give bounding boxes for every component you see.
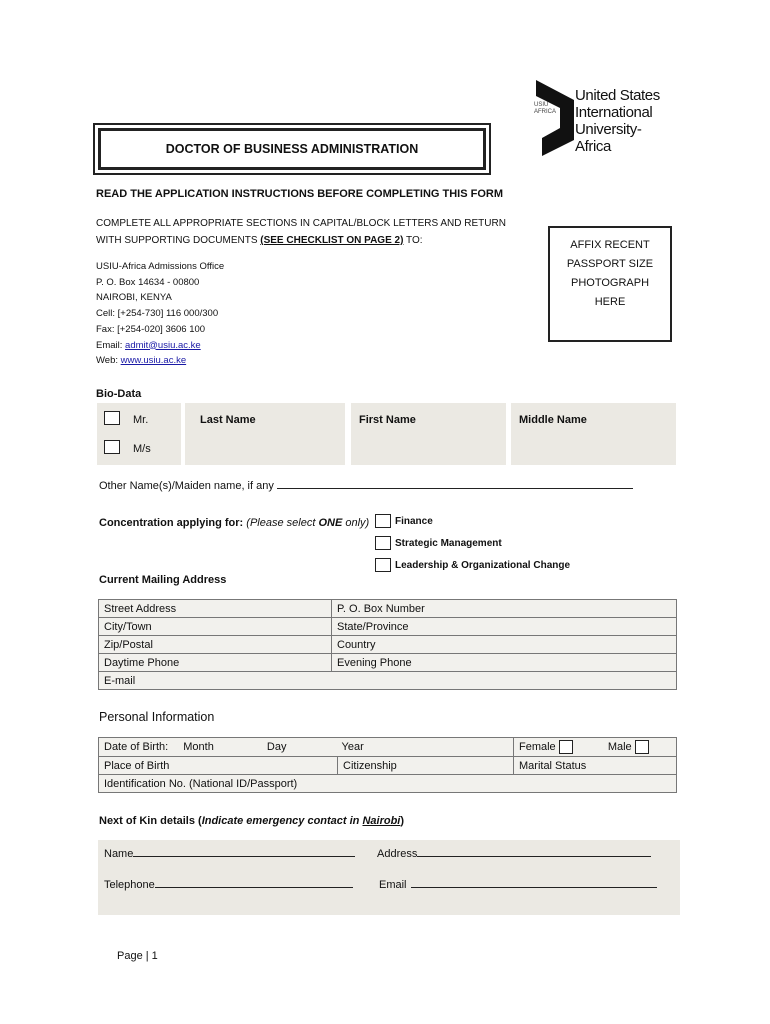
personal-table [98, 737, 677, 793]
table-row [99, 757, 677, 775]
kin-telephone-input[interactable] [155, 887, 353, 888]
pobox-label: P. O. Box Number [337, 602, 425, 615]
month-label: Month [183, 741, 214, 753]
mr-label: Mr. [133, 414, 149, 426]
gender-field [514, 738, 677, 757]
city-field[interactable] [99, 618, 332, 636]
pob-field[interactable] [99, 757, 338, 775]
id-field[interactable] [99, 775, 677, 793]
day-label: Day [266, 741, 287, 753]
first-name-field[interactable] [351, 403, 506, 465]
middle-name-label: Middle Name [519, 414, 587, 426]
address-web-row [96, 353, 224, 369]
other-names-label: Other Name(s)/Maiden name, if any [99, 480, 274, 492]
photo-line-4: HERE [594, 296, 626, 308]
eve-phone-field[interactable] [332, 654, 677, 672]
kin-name-input[interactable] [133, 856, 355, 857]
year-label: Year [341, 741, 364, 753]
page-title: DOCTOR OF BUSINESS ADMINISTRATION [98, 128, 486, 170]
kin-heading-post: ) [400, 815, 405, 827]
country-field[interactable] [332, 636, 677, 654]
table-row [99, 618, 677, 636]
citizenship-label: Citizenship [343, 759, 397, 772]
last-name-field[interactable] [185, 403, 345, 465]
address-box: P. O. Box 14634 - 00800 [96, 276, 200, 288]
finance-label: Finance [395, 516, 433, 527]
mailing-table [98, 599, 677, 690]
marital-label: Marital Status [519, 759, 587, 772]
admissions-address [96, 259, 224, 369]
photo-box [548, 226, 672, 342]
female-label: Female [519, 740, 556, 753]
table-row [99, 654, 677, 672]
kin-heading-underline: Nairobi [362, 815, 401, 827]
mailing-heading: Current Mailing Address [99, 574, 227, 586]
logo-line-1: United States [575, 87, 660, 104]
biodata-heading: Bio-Data [96, 388, 142, 400]
address-email-row [96, 338, 224, 354]
address-city: NAIROBI, KENYA [96, 292, 172, 304]
pob-label: Place of Birth [104, 759, 170, 772]
table-row [99, 636, 677, 654]
other-names-input[interactable] [277, 488, 633, 489]
complete-line-2 [96, 232, 506, 249]
kin-email-row [379, 879, 657, 891]
mr-checkbox[interactable] [104, 411, 120, 425]
kin-telephone-label: Telephone [104, 879, 155, 891]
kin-email-input[interactable] [411, 887, 657, 888]
complete-instructions [96, 215, 506, 249]
photo-line-2: PASSPORT SIZE [566, 258, 654, 270]
eve-phone-label: Evening Phone [337, 656, 412, 669]
kin-name-row [104, 848, 355, 860]
state-label: State/Province [337, 620, 409, 633]
male-label: Male [607, 740, 632, 753]
complete-line-2-post: TO: [403, 235, 423, 246]
ms-label: M/s [133, 443, 151, 455]
kin-heading-pre: Next of Kin details ( [99, 815, 202, 827]
address-fax: Fax: [+254-020] 3606 100 [96, 323, 206, 335]
kin-telephone-row [104, 879, 353, 891]
street-label: Street Address [104, 602, 177, 615]
email-label: Email: [96, 339, 126, 351]
state-field[interactable] [332, 618, 677, 636]
email-field-label: E-mail [104, 674, 136, 687]
pobox-field[interactable] [332, 600, 677, 618]
zip-label: Zip/Postal [104, 638, 153, 651]
complete-line-2-pre: WITH SUPPORTING DOCUMENTS [96, 235, 261, 246]
web-link[interactable]: www.usiu.ac.ke [120, 355, 187, 367]
logo-mark-icon [534, 78, 576, 158]
kin-address-input[interactable] [417, 856, 651, 857]
logo-small-text: USIU AFRICA [534, 102, 557, 115]
day-phone-field[interactable] [99, 654, 332, 672]
web-label: Web: [96, 355, 121, 367]
personal-heading: Personal Information [99, 710, 215, 724]
concentration-label: Concentration applying for: [99, 517, 244, 529]
address-cell: Cell: [+254-730] 116 000/300 [96, 308, 219, 320]
address-office: USIU-Africa Admissions Office [96, 261, 225, 272]
page-number: Page | 1 [117, 950, 158, 962]
read-instructions: READ THE APPLICATION INSTRUCTIONS BEFORE COMPLETING THIS FORM [96, 188, 503, 200]
email-field[interactable] [99, 672, 677, 690]
logo-name [575, 87, 674, 155]
marital-field[interactable] [514, 757, 677, 775]
ms-checkbox[interactable] [104, 440, 120, 454]
citizenship-field[interactable] [338, 757, 514, 775]
middle-name-field[interactable] [511, 403, 676, 465]
dob-label: Date of Birth: [104, 741, 169, 753]
kin-address-row [377, 848, 651, 860]
id-label: Identification No. (National ID/Passport) [104, 777, 298, 790]
kin-heading [99, 815, 404, 827]
photo-line-1: AFFIX RECENT [570, 239, 650, 251]
title-box [93, 123, 491, 175]
concentration-hint-bold: ONE [318, 517, 343, 529]
leadership-label: Leadership & Organizational Change [395, 560, 571, 571]
female-checkbox[interactable] [559, 740, 573, 754]
checklist-link[interactable]: (SEE CHECKLIST ON PAGE 2) [260, 235, 404, 246]
photo-line-3: PHOTOGRAPH [570, 277, 650, 289]
table-row [99, 775, 677, 793]
logo-line-2: International [575, 104, 653, 121]
first-name-label: First Name [359, 414, 416, 426]
table-row [99, 672, 677, 690]
table-row [99, 600, 677, 618]
kin-address-label: Address [377, 848, 418, 860]
kin-email-label: Email [379, 879, 407, 891]
leadership-checkbox[interactable] [375, 558, 391, 572]
finance-checkbox[interactable] [375, 514, 391, 528]
strategic-management-label: Strategic Management [395, 538, 502, 549]
city-label: City/Town [104, 620, 152, 633]
complete-line-1: COMPLETE ALL APPROPRIATE SECTIONS IN CAPITAL/BLOCK LETTERS AND RETURN [96, 218, 506, 229]
concentration-hint-post: only) [342, 517, 370, 529]
university-logo [534, 78, 674, 160]
street-field[interactable] [99, 600, 332, 618]
last-name-label: Last Name [200, 414, 256, 426]
concentration-hint-pre: (Please select [246, 517, 319, 529]
country-label: Country [337, 638, 376, 651]
dob-field[interactable] [99, 738, 514, 757]
zip-field[interactable] [99, 636, 332, 654]
logo-line-3: University-Africa [575, 121, 642, 155]
day-phone-label: Daytime Phone [104, 656, 180, 669]
email-link[interactable]: admit@usiu.ac.ke [125, 339, 201, 351]
strategic-management-checkbox[interactable] [375, 536, 391, 550]
other-names-row [99, 480, 633, 492]
kin-heading-italic: Indicate emergency contact in [201, 815, 363, 827]
concentration-label-row [99, 517, 369, 529]
table-row [99, 738, 677, 757]
male-checkbox[interactable] [635, 740, 649, 754]
kin-name-label: Name [104, 848, 134, 860]
